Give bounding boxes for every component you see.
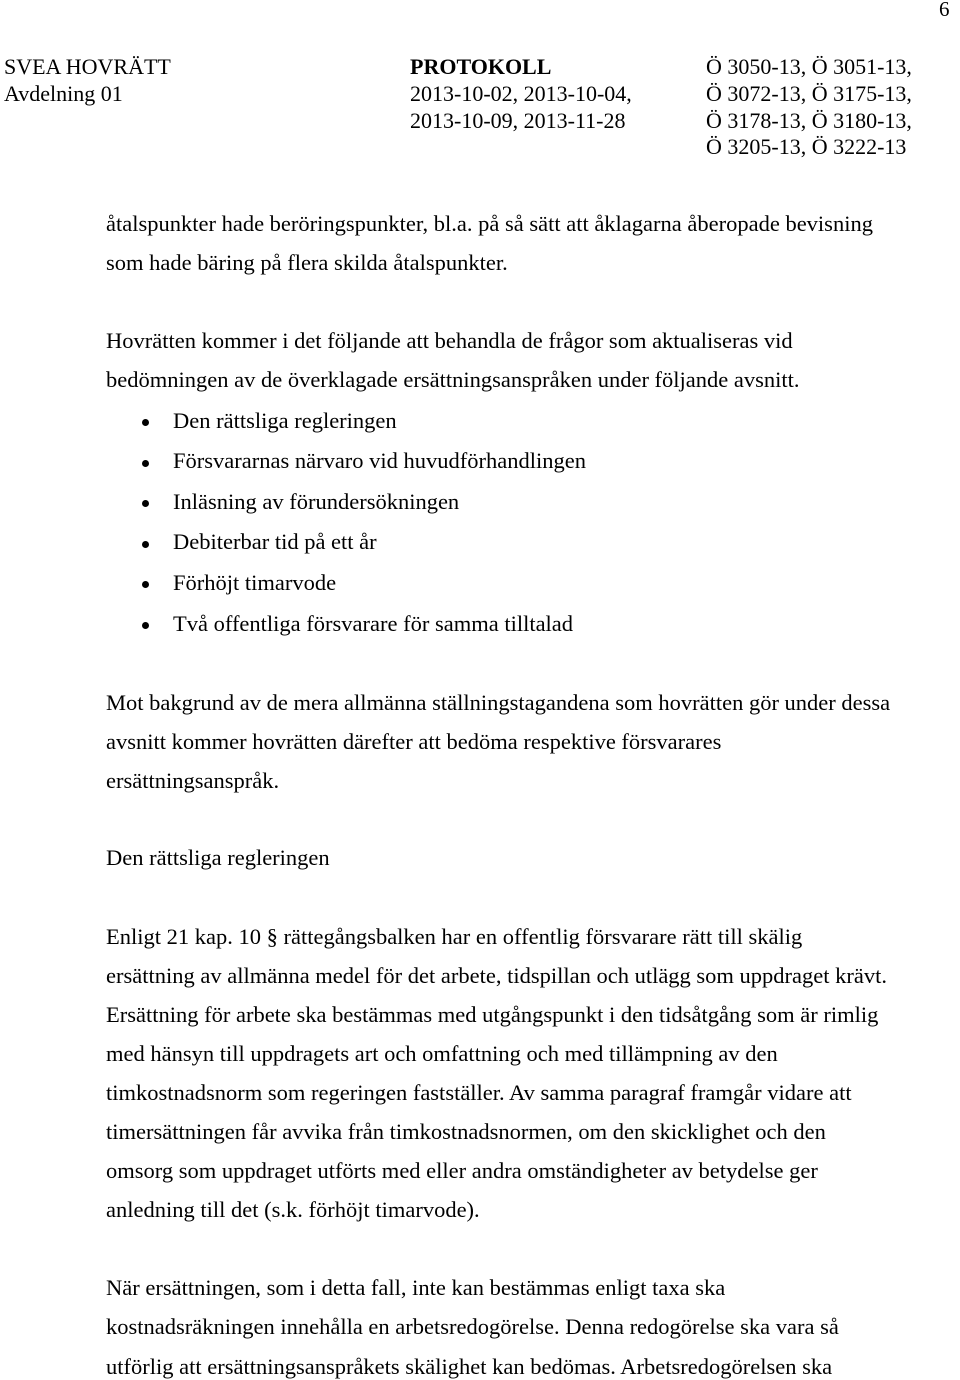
list-item-text: Debiterbar tid på ett år xyxy=(173,529,377,555)
case-numbers-line: Ö 3205-13, Ö 3222-13 xyxy=(706,134,907,160)
list-item-text: Förhöjt timarvode xyxy=(173,569,337,595)
text-line: kostnadsräkningen innehålla en arbetsredogörelse. Denna redogörelse ska vara så xyxy=(106,1314,839,1340)
text-line: med hänsyn till uppdragets art och omfattning och med tillämpning av den xyxy=(106,1040,778,1066)
section-heading: Den rättsliga regleringen xyxy=(106,844,330,870)
bullet-icon xyxy=(142,581,149,588)
list-item xyxy=(106,407,586,434)
list-item xyxy=(106,447,586,474)
paragraph xyxy=(106,327,800,394)
text-line: Ersättning för arbete ska bestämmas med utgångspunkt i den tidsåtgång som är rimlig xyxy=(106,1001,879,1027)
text-line: timersättningen får avvika från timkostnadsnormen, om den skicklighet och den xyxy=(106,1118,826,1144)
court-division: Avdelning 01 xyxy=(4,80,123,106)
text-line: ersättningsanspråk. xyxy=(106,767,280,793)
list-item xyxy=(106,528,586,555)
list-item-text: Försvararnas närvaro vid huvudförhandlingen xyxy=(173,448,587,474)
text-line: omsorg som uppdraget utförts med eller andra omständigheter av betydelse ger xyxy=(106,1157,818,1183)
court-name: SVEA HOVRÄTT xyxy=(4,54,171,79)
text-line: Hovrätten kommer i det följande att behandla de frågor som aktualiseras vid xyxy=(106,327,793,353)
document-type: PROTOKOLL xyxy=(410,54,552,79)
bullet-icon xyxy=(142,541,149,548)
text-line: utförlig att ersättningsanspråkets skälighet kan bedömas. Arbetsredogörelsen ska xyxy=(106,1353,833,1379)
text-line: avsnitt kommer hovrätten därefter att bedöma respektive försvarares xyxy=(106,728,722,754)
case-numbers-line: Ö 3050-13, Ö 3051-13, xyxy=(706,54,912,79)
header-document-block xyxy=(410,54,632,134)
list-item-text: Inläsning av förundersökningen xyxy=(173,488,460,514)
text-line: timkostnadsnorm som regeringen fastställer. Av samma paragraf framgår vidare att xyxy=(106,1079,852,1105)
section-heading-block xyxy=(106,844,330,871)
text-line: Mot bakgrund av de mera allmänna ställningstagandena som hovrätten gör under dessa xyxy=(106,689,891,715)
bullet-icon xyxy=(142,500,149,507)
header-case-numbers-block xyxy=(706,54,912,161)
case-numbers-line: Ö 3072-13, Ö 3175-13, xyxy=(706,80,912,106)
text-line: bedömningen av de överklagade ersättningsanspråken under följande avsnitt. xyxy=(106,367,800,393)
bullet-icon xyxy=(142,460,149,467)
paragraph xyxy=(106,689,890,794)
protocol-dates-line: 2013-10-09, 2013-11-28 xyxy=(410,107,626,133)
page-number: 6 xyxy=(939,0,950,21)
header-court-block xyxy=(4,54,171,108)
text-line: När ersättningen, som i detta fall, inte kan bestämmas enligt taxa ska xyxy=(106,1274,726,1300)
list-item-text: Den rättsliga regleringen xyxy=(173,407,397,433)
protocol-dates-line: 2013-10-02, 2013-10-04, xyxy=(410,80,632,106)
bullet-icon xyxy=(142,419,149,426)
section-bullet-list xyxy=(106,407,586,637)
list-item xyxy=(106,569,586,596)
paragraph xyxy=(106,210,873,277)
text-line: som hade bäring på flera skilda åtalspunkter. xyxy=(106,250,508,276)
case-numbers-line: Ö 3178-13, Ö 3180-13, xyxy=(706,107,912,133)
list-item xyxy=(106,610,586,637)
text-line: ersättning av allmänna medel för det arbete, tidspillan och utlägg som uppdraget krävt. xyxy=(106,962,888,988)
paragraph xyxy=(106,1274,839,1380)
text-line: anledning till det (s.k. förhöjt timarvode). xyxy=(106,1196,480,1222)
text-line: åtalspunkter hade beröringspunkter, bl.a. på så sätt att åklagarna åberopade bevisning xyxy=(106,210,873,236)
paragraph xyxy=(106,923,887,1223)
list-item-text: Två offentliga försvarare för samma tilltalad xyxy=(173,610,574,636)
text-line: Enligt 21 kap. 10 § rättegångsbalken har en offentlig försvarare rätt till skälig xyxy=(106,923,803,949)
bullet-icon xyxy=(142,622,149,629)
list-item xyxy=(106,488,586,515)
